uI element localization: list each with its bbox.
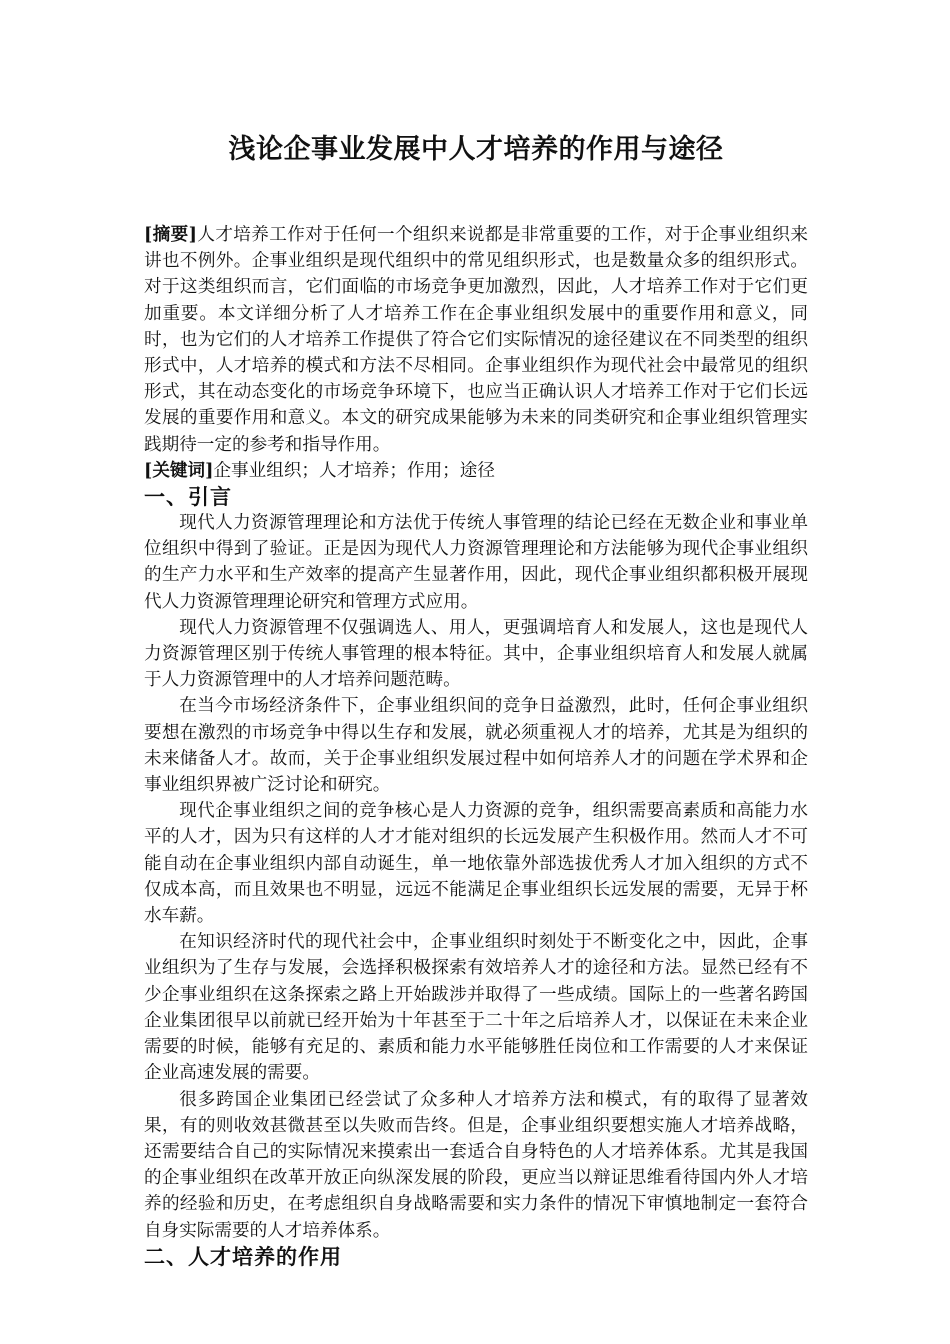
section-heading-role: 二、人才培养的作用 [144, 1243, 342, 1269]
document-body [144, 222, 808, 1270]
abstract-label: [摘要] [144, 224, 197, 245]
body-paragraph: 很多跨国企业集团已经尝试了众多种人才培养方法和模式，有的取得了显著效果，有的则收效甚微甚至以失败而告终。但是，企事业组织要想实施人才培养战略，还需要结合自己的实际情况来摸索出一套适合自身特色的人才培养体系。尤其是我国的企事业组织在改革开放正向纵深发展的阶段，更应当以辩证思维看待国内外人才培养的经验和历史，在考虑组织自身战略需要和实力条件的情况下审慎地制定一套符合自身实际需要的人才培养体系。 [144, 1089, 808, 1241]
keywords-label: [关键词] [144, 459, 214, 481]
body-paragraph: 现代人力资源管理不仅强调选人、用人，更强调培育人和发展人，这也是现代人力资源管理区别于传统人事管理的根本特征。其中，企事业组织培育人和发展人就属于人力资源管理中的人才培养问题范畴。 [144, 617, 808, 691]
abstract-text: 人才培养工作对于任何一个组织来说都是非常重要的工作，对于企事业组织来讲也不例外。企事业组织是现代组织中的常见组织形式，也是数量众多的组织形式。对于这类组织而言，它们面临的市场竞争更加激烈，因此，人才培养工作对于它们更加重要。本文详细分析了人才培养工作在企事业组织发展中的重要作用和意义，同时，也为它们的人才培养工作提供了符合它们实际情况的途径建议在不同类型的组织形式中，人才培养的模式和方法不尽相同。企事业组织作为现代社会中最常见的组织形式，其在动态变化的市场竞争环境下，也应当正确认识人才培养工作对于它们长远发展的重要作用和意义。本文的研究成果能够为未来的同类研究和企事业组织管理实践期待一定的参考和指导作用。 [144, 225, 808, 455]
body-paragraph: 在当今市场经济条件下，企事业组织间的竞争日益激烈，此时，任何企事业组织要想在激烈的市场竞争中得以生存和发展，就必须重视人才的培养，尤其是为组织的未来储备人才。故而，关于企事业组织发展过程中如何培养人才的问题在学术界和企事业组织界被广泛讨论和研究。 [144, 696, 808, 796]
section-heading-introduction: 一、引言 [144, 484, 232, 510]
body-paragraph: 现代企事业组织之间的竞争核心是人力资源的竞争，组织需要高素质和高能力水平的人才，因为只有这样的人才才能对组织的长远发展产生积极作用。然而人才不可能自动在企事业组织内部自动诞生，单一地依靠外部选拔优秀人才加入组织的方式不仅成本高，而且效果也不明显，远远不能满足企事业组织长远发展的需要，无异于杯水车薪。 [144, 801, 808, 927]
keywords-paragraph [144, 458, 808, 484]
body-paragraph: 现代人力资源管理理论和方法优于传统人事管理的结论已经在无数企业和事业单位组织中得到了验证。正是因为现代人力资源管理理论和方法能够为现代企事业组织的生产力水平和生产效率的提高产生显著作用，因此，现代企事业组织都积极开展现代人力资源管理理论研究和管理方式应用。 [144, 513, 808, 612]
abstract-paragraph [144, 222, 808, 458]
document-title: 浅论企事业发展中人才培养的作用与途径 [228, 134, 724, 165]
keywords-text: 企事业组织；人才培养；作用；途径 [213, 460, 495, 481]
body-paragraph: 在知识经济时代的现代社会中，企事业组织时刻处于不断变化之中，因此，企事业组织为了生存与发展，会选择积极探索有效培养人才的途径和方法。显然已经有不少企事业组织在这条探索之路上开始跋涉并取得了一些成绩。国际上的一些著名跨国企业集团很早以前就已经开始为十年甚至于二十年之后培养人才，以保证在未来企业需要的时候，能够有充足的、素质和能力水平能够胜任岗位和工作需要的人才来保证企业高速发展的需要。 [144, 932, 808, 1084]
